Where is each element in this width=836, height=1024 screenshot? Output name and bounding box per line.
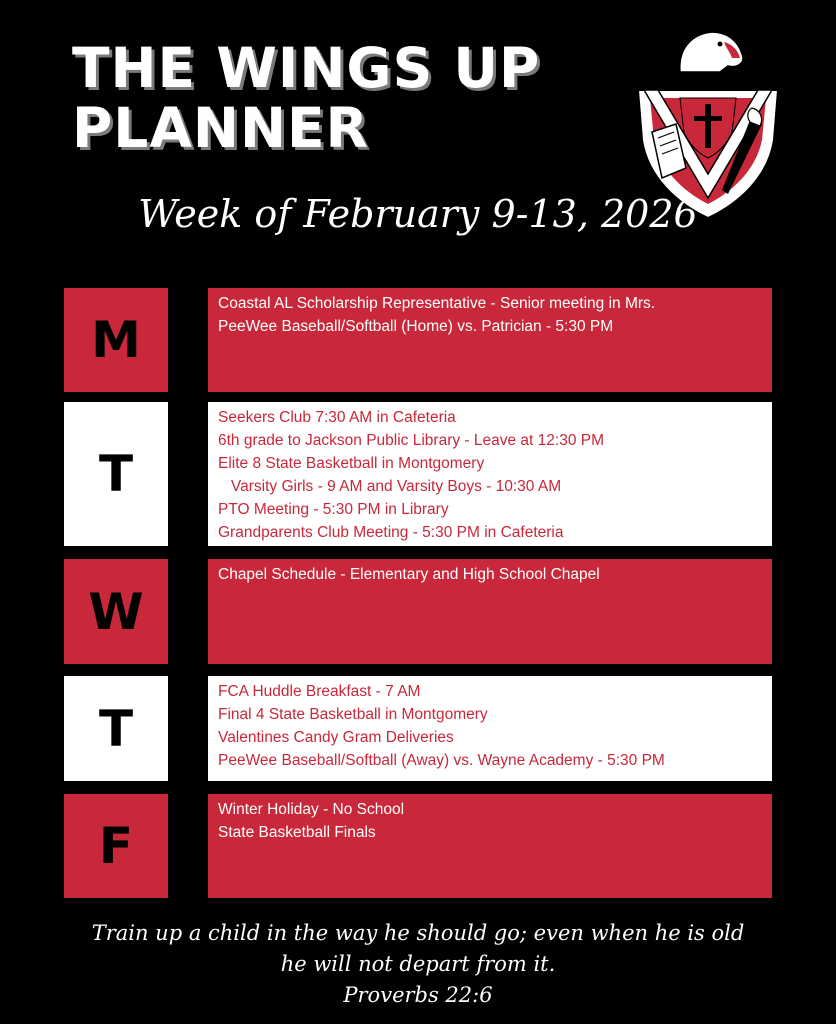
event-line: PeeWee Baseball/Softball (Away) vs. Wayne Academy - 5:30 PM [218, 752, 665, 769]
events-box-friday [208, 794, 772, 898]
week-of-date: Week of February 9-13, 2026 [138, 192, 698, 236]
title-line-2: PLANNER [72, 96, 369, 160]
day-letter-thursday: T [64, 676, 168, 781]
event-line: Grandparents Club Meeting - 5:30 PM in Cafeteria [218, 524, 564, 541]
day-row-tuesday [0, 402, 836, 546]
day-letter-friday: F [64, 794, 168, 898]
event-line: Seekers Club 7:30 AM in Cafeteria [218, 409, 456, 426]
event-line: Final 4 State Basketball in Montgomery [218, 706, 488, 723]
events-box-wednesday [208, 559, 772, 664]
verse-reference: Proverbs 22:6 [343, 983, 493, 1007]
bible-verse [0, 918, 836, 1011]
event-line: PTO Meeting - 5:30 PM in Library [218, 501, 449, 518]
day-letter-monday: M [64, 288, 168, 392]
day-letter-tuesday: T [64, 402, 168, 546]
planner-title [72, 38, 540, 158]
event-line: Chapel Schedule - Elementary and High School Chapel [218, 566, 600, 583]
event-line: Varsity Girls - 9 AM and Varsity Boys - 10:30 AM [218, 478, 562, 495]
event-line: Elite 8 State Basketball in Montgomery [218, 455, 485, 472]
event-line: FCA Huddle Breakfast - 7 AM [218, 683, 421, 700]
verse-line-2: he will not depart from it. [280, 952, 556, 976]
events-box-tuesday [208, 402, 772, 546]
event-line: 6th grade to Jackson Public Library - Leave at 12:30 PM [218, 432, 604, 449]
event-line: Winter Holiday - No School [218, 801, 405, 818]
event-line: State Basketball Finals [218, 824, 376, 841]
day-letter-wednesday: W [64, 559, 168, 664]
verse-line-1: Train up a child in the way he should go; even when he is old [91, 921, 745, 945]
day-row-friday [0, 794, 836, 898]
day-row-thursday [0, 676, 836, 781]
event-line: Coastal AL Scholarship Representative - Senior meeting in Mrs. [218, 295, 656, 312]
day-row-wednesday [0, 559, 836, 664]
day-row-monday [0, 288, 836, 392]
event-line: Valentines Candy Gram Deliveries [218, 729, 454, 746]
event-line: PeeWee Baseball/Softball (Home) vs. Patrician - 5:30 PM [218, 318, 614, 335]
events-box-monday [208, 288, 772, 392]
title-line-1: THE WINGS UP [72, 36, 541, 100]
events-box-thursday [208, 676, 772, 781]
